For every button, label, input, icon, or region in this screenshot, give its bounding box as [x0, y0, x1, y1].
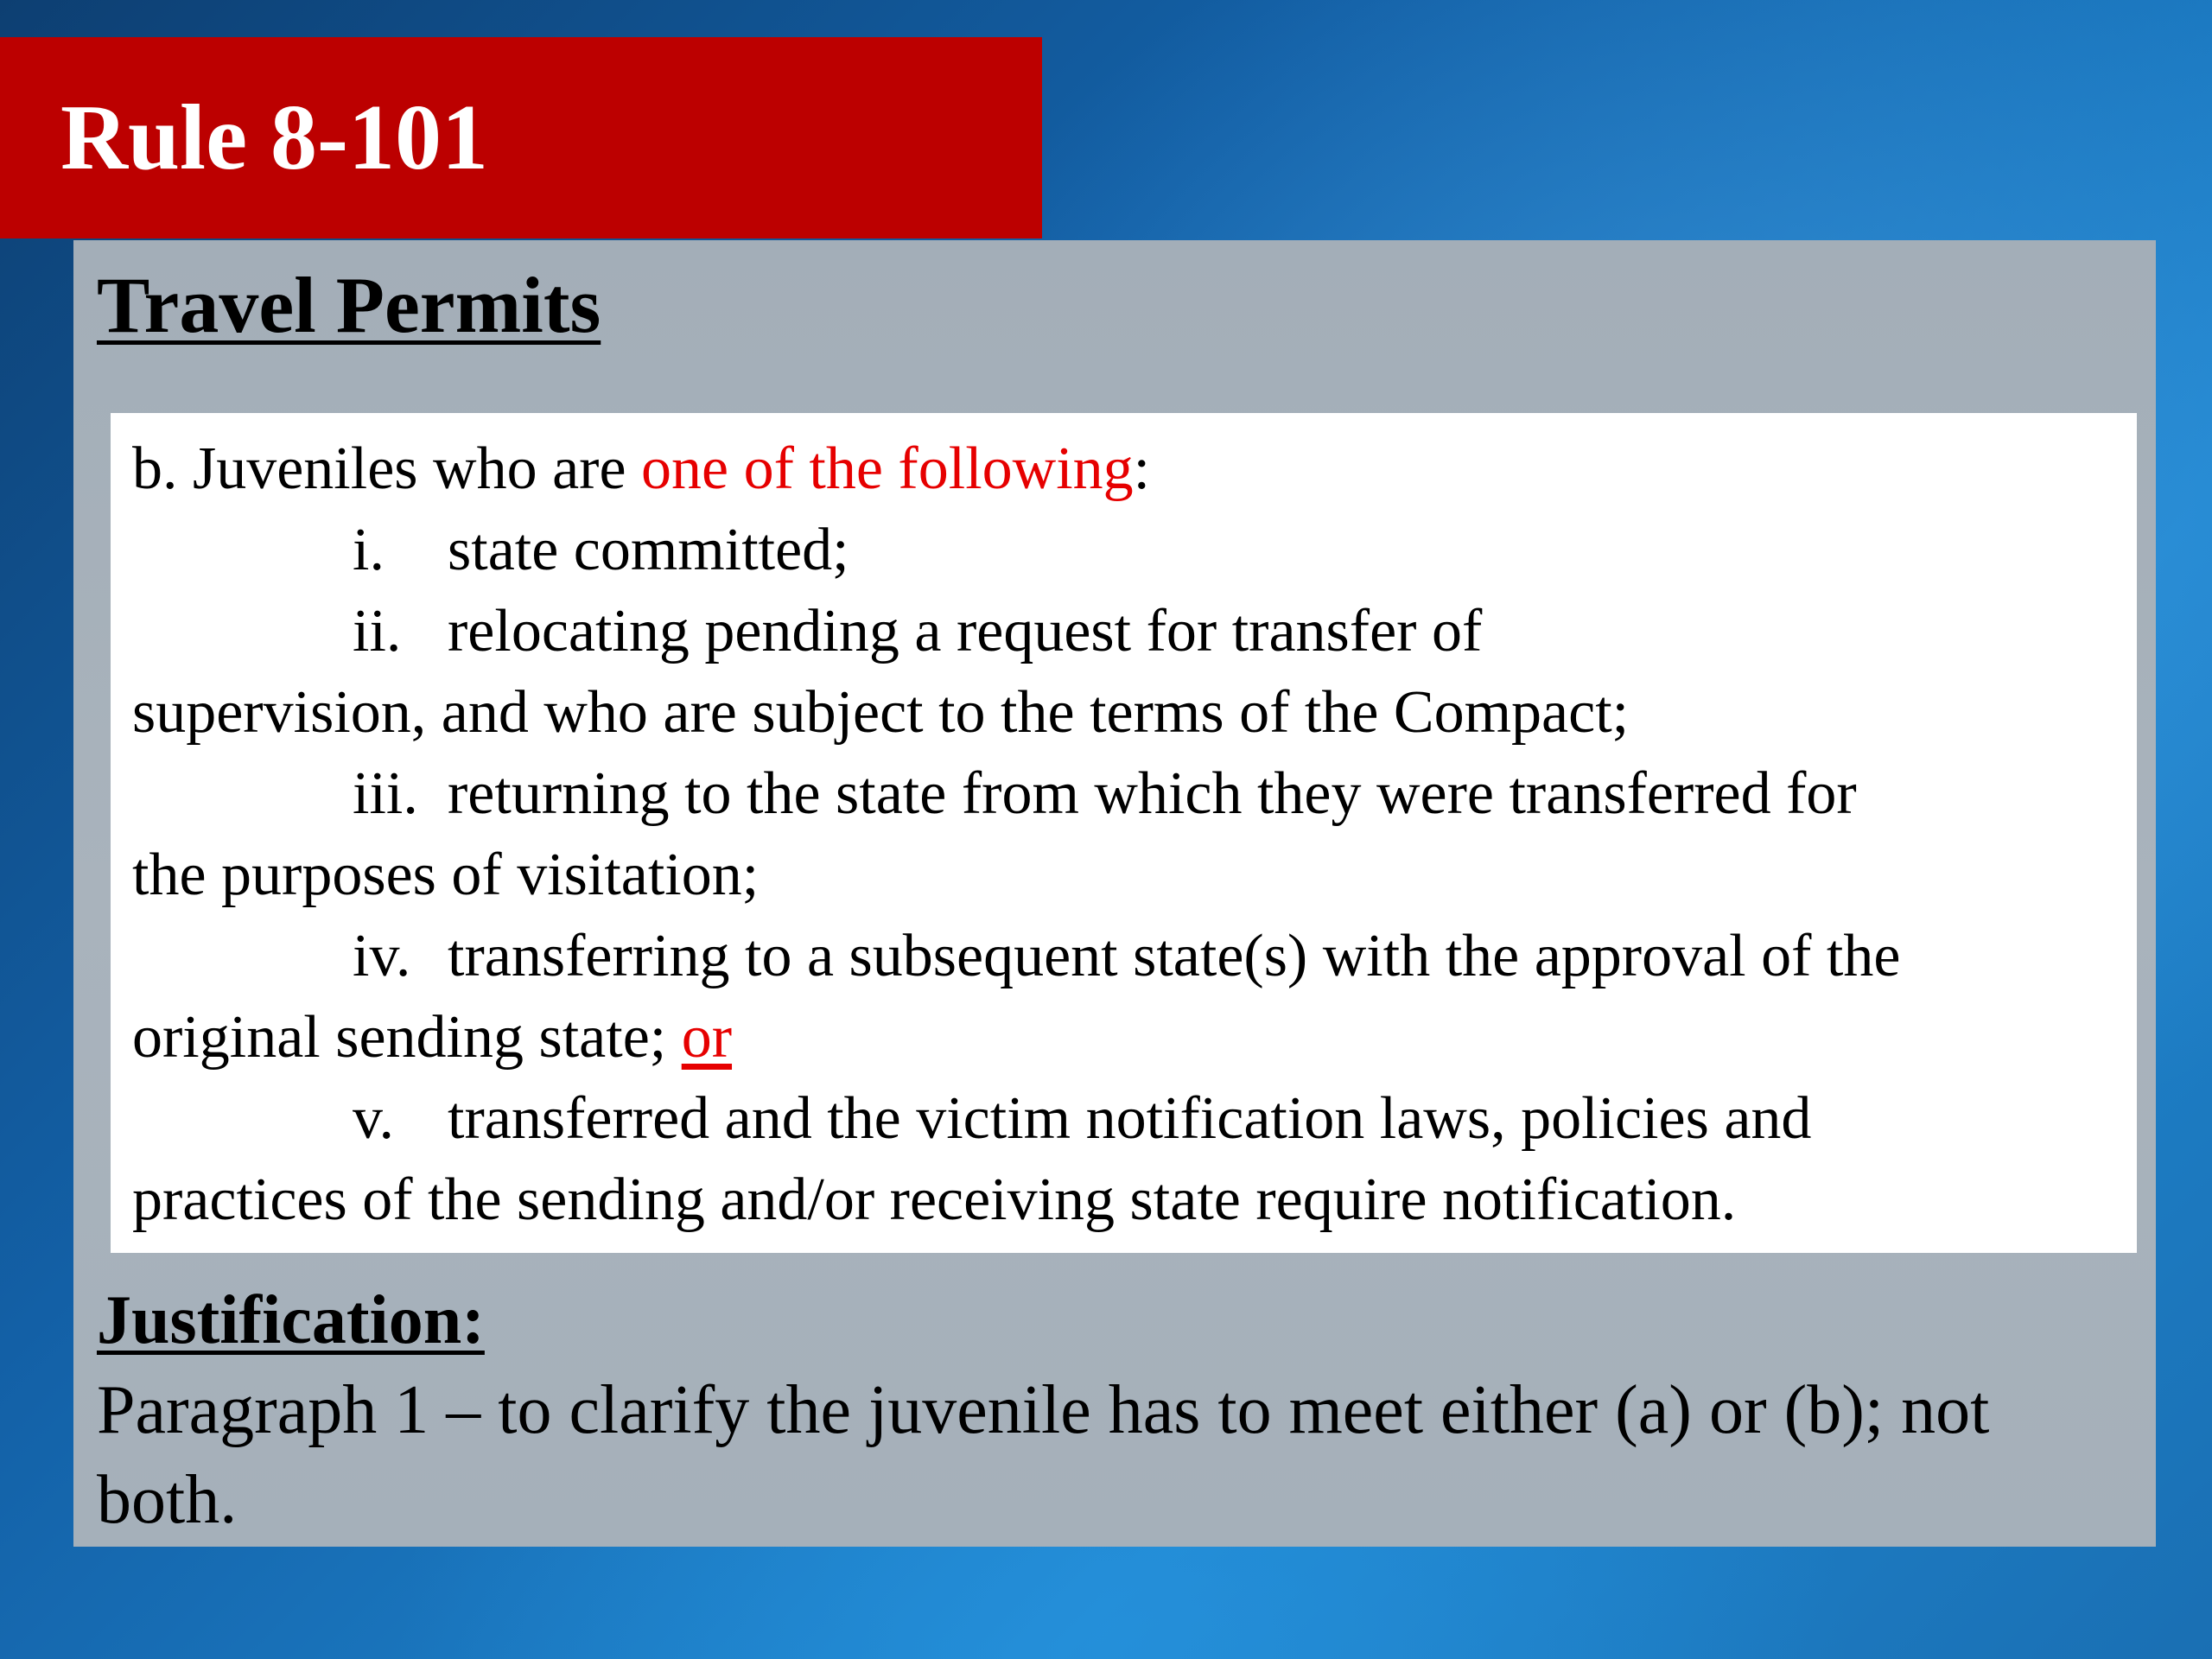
rule-intro-suffix: : — [1133, 435, 1151, 502]
list-item-v — [132, 1078, 2137, 1160]
list-item-text: transferred and the victim notification laws, policies and — [448, 1085, 1812, 1152]
slide-title: Rule 8-101 — [60, 86, 488, 189]
list-item-text: transferring to a subsequent state(s) with the approval of the — [448, 923, 1901, 989]
list-item-number: ii. — [353, 598, 402, 664]
list-item-ii — [132, 591, 2137, 672]
list-item-ii-continuation: supervision, and who are subject to the terms of the Compact; — [132, 679, 1630, 746]
content-panel — [73, 240, 2156, 1547]
list-item-text: state committed; — [448, 517, 849, 583]
list-item-i — [132, 510, 2137, 591]
title-bar — [0, 37, 1042, 238]
list-item-iv-continuation — [132, 997, 2137, 1078]
list-item-iv-continuation-text: original sending state; — [132, 1004, 682, 1071]
list-item-number: iii. — [353, 760, 418, 827]
rule-intro-prefix: b. Juveniles who are — [132, 435, 642, 502]
justification-heading: Justification: — [97, 1282, 485, 1358]
list-item-v-continuation: practices of the sending and/or receiving state require notification. — [132, 1166, 1737, 1233]
list-item-iii — [132, 753, 2137, 835]
list-item-iii-continuation: the purposes of visitation; — [132, 842, 760, 908]
list-item-number: v. — [353, 1085, 394, 1152]
list-item-number: i. — [353, 517, 385, 583]
list-item-iv — [132, 916, 2137, 997]
rule-intro-highlight: one of the following — [641, 435, 1134, 502]
list-item-text: relocating pending a request for transfer of — [448, 598, 1483, 664]
list-item-text: returning to the state from which they were transferred for — [448, 760, 1857, 827]
list-item-number: iv. — [353, 923, 411, 989]
list-item-iv-highlight: or — [681, 1004, 733, 1071]
section-title: Travel Permits — [97, 261, 601, 349]
justification-text: Paragraph 1 – to clarify the juvenile has to meet either (a) or (b); not both. — [97, 1372, 1990, 1538]
rule-intro — [132, 429, 2137, 510]
rule-text-box — [111, 413, 2137, 1253]
